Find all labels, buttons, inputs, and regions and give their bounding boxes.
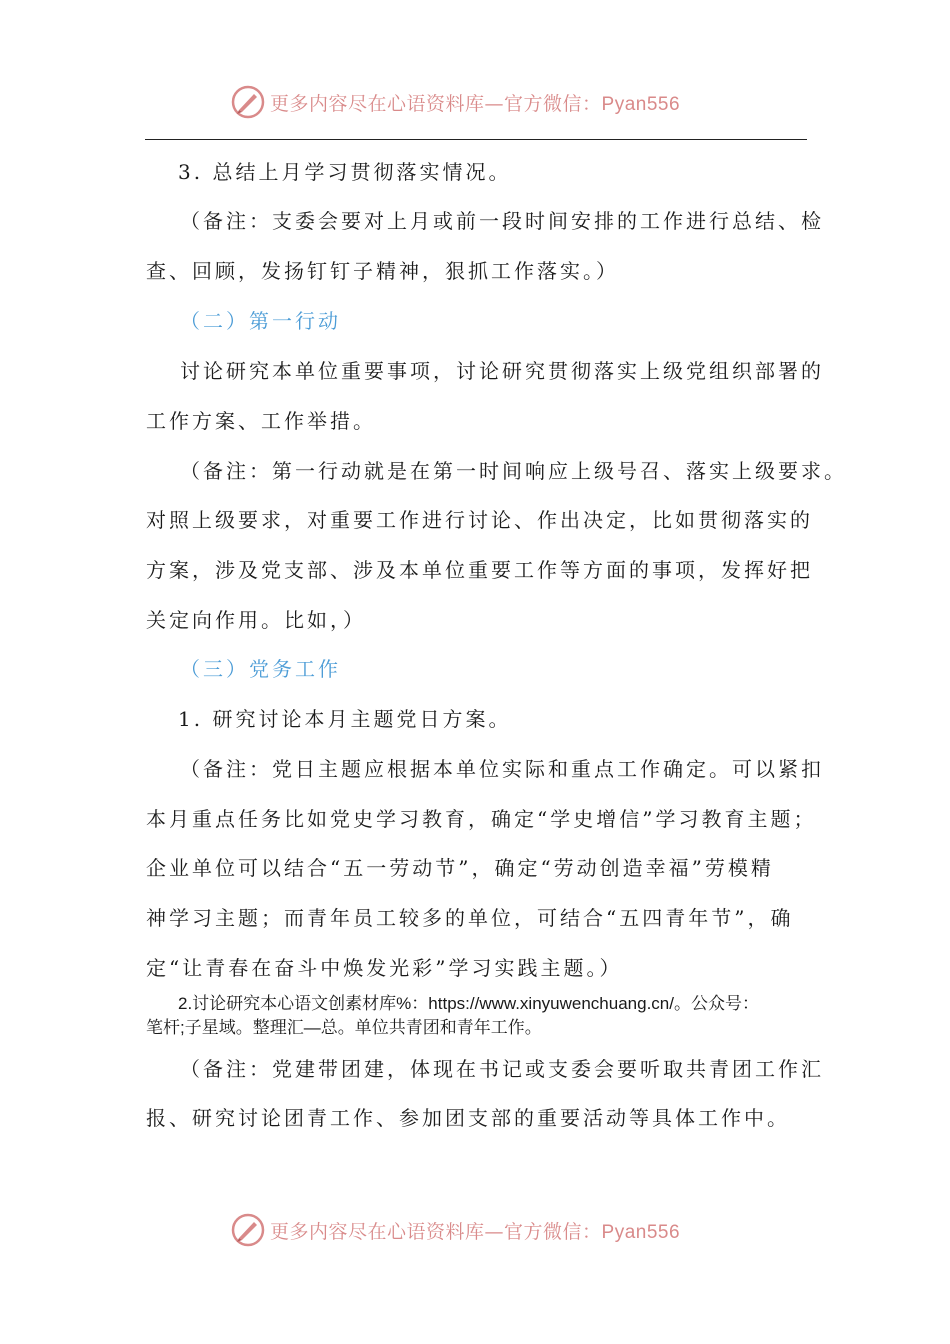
note-line: 查、回顾，发扬钉钉子精神，狠抓工作落实。） xyxy=(146,259,619,283)
note-line: 报、研究讨论团青工作、参加团支部的重要活动等具体工作中。 xyxy=(146,1106,790,1130)
note-line: 神学习主题；而青年员工较多的单位，可结合“五四青年节”，确 xyxy=(146,906,794,930)
note-line: （备注：支委会要对上月或前一段时间安排的工作进行总结、检 xyxy=(180,209,824,233)
note-line: 方案，涉及党支部、涉及本单位重要工作等方面的事项，发挥好把 xyxy=(146,558,813,582)
paragraph-line: 工作方案、工作举措。 xyxy=(146,409,376,433)
note-line: 本月重点任务比如党史学习教育，确定“学史增信”学习教育主题； xyxy=(146,807,817,831)
note-line: 关定向作用。比如，） xyxy=(146,608,366,632)
section-heading-3: （三）党务工作 xyxy=(180,657,341,681)
pen-circle-logo-icon xyxy=(230,1212,266,1248)
item-3: 3. 总结上月学习贯彻落实情况。 xyxy=(178,160,512,184)
note-line: 定“让青春在奋斗中焕发光彩”学习实践主题。） xyxy=(146,956,623,980)
pen-circle-logo-icon xyxy=(230,84,266,120)
item-1: 1. 研究讨论本月主题党日方案。 xyxy=(178,707,512,731)
note-line: （备注：第一行动就是在第一时间响应上级号召、落实上级要求。 xyxy=(180,459,847,483)
item-2-cont: 笔杆;子星域。整理汇—总。单位共青团和青年工作。 xyxy=(146,1018,542,1037)
paragraph-line: 讨论研究本单位重要事项，讨论研究贯彻落实上级党组织部署的 xyxy=(180,359,824,383)
note-line: 对照上级要求，对重要工作进行讨论、作出决定，比如贯彻落实的 xyxy=(146,508,813,532)
section-heading-2: （二）第一行动 xyxy=(180,309,341,333)
header-banner xyxy=(230,80,750,124)
note-line: （备注：党建带团建，体现在书记或支委会要听取共青团工作汇 xyxy=(180,1057,824,1081)
footer-banner xyxy=(230,1208,750,1252)
wechat-id: Pyan556 xyxy=(601,93,681,115)
wechat-id: Pyan556 xyxy=(601,1221,681,1243)
header-banner-text: 更多内容尽在心语资料库—官方微信：Pyan556 xyxy=(270,92,681,115)
footer-banner-text: 更多内容尽在心语资料库—官方微信：Pyan556 xyxy=(270,1220,681,1243)
header-rule xyxy=(145,139,807,140)
note-line: （备注：党日主题应根据本单位实际和重点工作确定。可以紧扣 xyxy=(180,757,824,781)
item-2: 2.讨论研究本心语文创素材库%：https://www.xinyuwenchuang.cn/。公众号： xyxy=(178,994,759,1013)
note-line: 企业单位可以结合“五一劳动节”，确定“劳动创造幸福”劳模精 xyxy=(146,856,774,880)
